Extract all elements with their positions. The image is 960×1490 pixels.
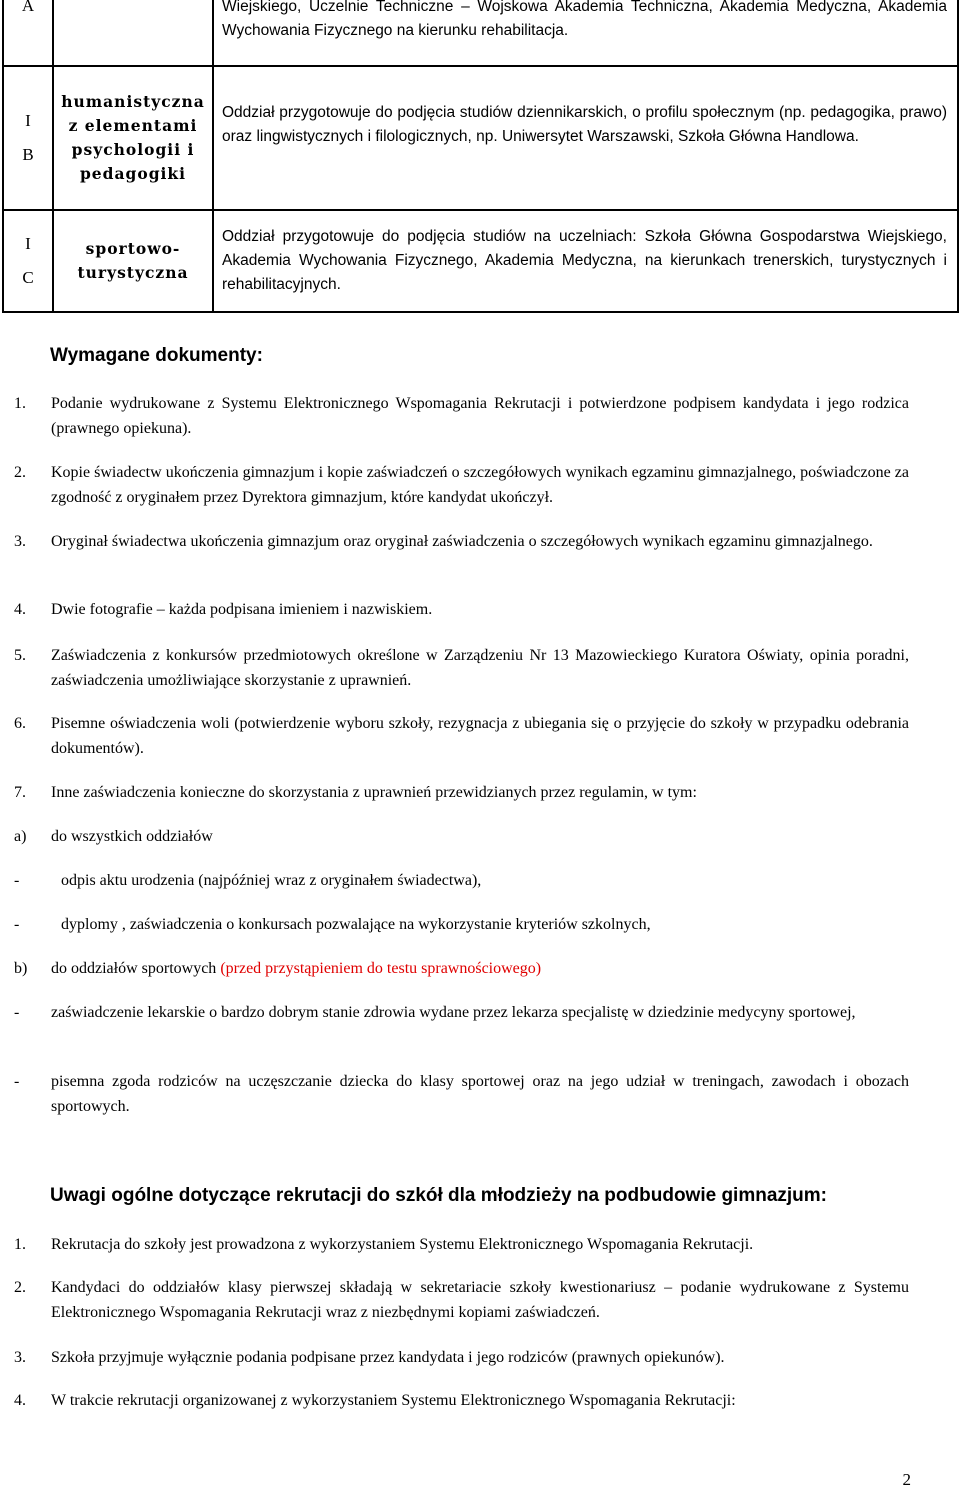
sublist-heading [14, 957, 909, 982]
list-text: pisemna zgoda rodziców na uczęszczanie dziecka do klasy sportowej oraz na jego udział w treningach, zawodach i obozach sportowych. [51, 1073, 909, 1115]
list-item [14, 1001, 909, 1026]
description-cell [213, 0, 958, 66]
dash-bullet: - [14, 1004, 20, 1021]
list-item [14, 598, 909, 623]
class-code-letter: A [21, 0, 35, 15]
list-text: W trakcie rekrutacji organizowanej z wykorzystaniem Systemu Elektronicznego Wspomagania Rekrutacji: [51, 1392, 736, 1409]
profile-cell [53, 66, 213, 210]
list-number: 4. [14, 1392, 26, 1409]
list-number: 2. [14, 464, 26, 481]
list-text: odpis aktu urodzenia (najpóźniej wraz z oryginałem świadectwa), [61, 872, 482, 889]
list-item [14, 1276, 909, 1325]
class-code-digit: I [25, 111, 31, 130]
list-number: 4. [14, 601, 26, 618]
profiles-table [2, 0, 959, 313]
class-code-cell [3, 66, 53, 210]
class-code-cell [3, 210, 53, 312]
list-number: 1. [14, 395, 26, 412]
sublist-heading [14, 825, 909, 850]
class-code-cell [3, 0, 53, 66]
list-number: 3. [14, 533, 26, 550]
description-cell [213, 210, 958, 312]
profile-line: pedagogiki [79, 164, 187, 183]
profile-line: psychologii i [71, 140, 195, 159]
profile-line: humanistyczna [61, 92, 205, 111]
list-text: Szkoła przyjmuje wyłącznie podania podpisane przez kandydata i jego rodziców (prawnych opiekunów). [51, 1349, 725, 1366]
list-number: 6. [14, 715, 26, 732]
sublist-text: do wszystkich oddziałów [51, 828, 213, 845]
list-item [14, 869, 909, 894]
list-item [14, 1233, 909, 1258]
profile-line: turystyczna [77, 263, 189, 282]
page-number: 2 [902, 1470, 911, 1489]
profile-line: z elementami [68, 116, 198, 135]
list-text: zaświadczenie lekarskie o bardzo dobrym stanie zdrowia wydane przez lekarza specjalistę w dziedzinie medycyny sportowej, [51, 1004, 856, 1021]
list-item [14, 530, 909, 555]
table-row [3, 210, 958, 312]
table-row [3, 66, 958, 210]
profile-line: sportowo- [85, 239, 181, 258]
list-text: Zaświadczenia z konkursów przedmiotowych określone w Zarządzeniu Nr 13 Mazowieckiego Kuratora Oświaty, opinia poradni, zaświadczenia umożliwiające skorzystanie z uprawnień. [51, 647, 909, 689]
list-text: Kopie świadectw ukończenia gimnazjum i kopie zaświadczeń o szczegółowych wynikach egzaminu gimnazjalnego, poświadczone za zgodność z oryginałem przez Dyrektora gimnazjum, które kandydat ukończył. [51, 464, 909, 506]
sublist-letter: a) [14, 828, 27, 845]
class-code-letter: C [22, 268, 34, 287]
sublist-letter: b) [14, 960, 28, 977]
list-text: Inne zaświadczenia konieczne do skorzystania z uprawnień przewidzianych przez regulamin, w tym: [51, 784, 697, 801]
list-item [14, 392, 909, 441]
list-text: Oryginał świadectwa ukończenia gimnazjum oraz oryginał zaświadczenia o szczegółowych wynikach egzaminu gimnazjalnego. [51, 533, 873, 550]
list-item [14, 644, 909, 693]
description-text: Oddział przygotowuje do podjęcia studiów na uczelniach: Szkoła Główna Gospodarstwa Wiejskiego, Akademia Wychowania Fizycznego, Akademia Medyczna, na kierunkach trenerskich, turystycznych i rehabilitacyjnych. [222, 228, 947, 293]
list-item [14, 1070, 909, 1119]
dash-bullet: - [14, 1073, 20, 1090]
list-item [14, 712, 909, 761]
list-item [14, 913, 909, 938]
list-number: 1. [14, 1236, 26, 1253]
list-item [14, 461, 909, 510]
list-number: 2. [14, 1279, 26, 1296]
list-text: Pisemne oświadczenia woli (potwierdzenie wyboru szkoły, rezygnacja z ubiegania się o przyjęcie do szkoły w przypadku odebrania dokumentów). [51, 715, 909, 757]
class-code-letter: B [22, 145, 34, 164]
list-text: Kandydaci do oddziałów klasy pierwszej składają w sekretariacie szkoły kwestionariusz – podanie wydrukowane z Systemu Elektronicznego Wspomagania Rekrutacji wraz z niezbędnymi kopiami zaświadczeń. [51, 1279, 909, 1321]
list-number: 3. [14, 1349, 26, 1366]
documents-heading: Wymagane dokumenty: [50, 345, 263, 366]
dash-bullet: - [14, 872, 20, 889]
profile-cell [53, 210, 213, 312]
dash-bullet: - [14, 916, 20, 933]
sublist-label: do oddziałów sportowych [51, 960, 221, 977]
list-text: Rekrutacja do szkoły jest prowadzona z wykorzystaniem Systemu Elektronicznego Wspomagania Rekrutacji. [51, 1236, 754, 1253]
description-text: Oddział przygotowuje do podjęcia studiów dziennikarskich, o profilu społecznym (np. pedagogika, prawo) oraz lingwistycznych i filologicznych, np. Uniwersytet Warszawski, Szkoła Główna Handlowa. [222, 104, 947, 145]
list-number: 5. [14, 647, 26, 664]
description-cell [213, 66, 958, 210]
profile-cell [53, 0, 213, 66]
list-text: Podanie wydrukowane z Systemu Elektronicznego Wspomagania Rekrutacji i potwierdzone podpisem kandydata i jego rodzica (prawnego opiekuna). [51, 395, 909, 437]
sublist-text [51, 957, 909, 982]
class-code-digit: I [25, 234, 31, 253]
remarks-heading: Uwagi ogólne dotyczące rekrutacji do szkół dla młodzieży na podbudowie gimnazjum: [50, 1185, 828, 1206]
list-item [14, 1346, 909, 1371]
table-row [3, 0, 958, 66]
list-number: 7. [14, 784, 26, 801]
list-item [14, 781, 909, 806]
list-text: Dwie fotografie – każda podpisana imieniem i nazwiskiem. [51, 601, 433, 618]
sublist-note: (przed przystąpieniem do testu sprawnościowego) [220, 960, 542, 977]
list-text: dyplomy , zaświadczenia o konkursach pozwalające na wykorzystanie kryteriów szkolnych, [61, 916, 651, 933]
list-item [14, 1389, 909, 1414]
description-text: Wiejskiego, Uczelnie Techniczne – Wojskowa Akademia Techniczna, Akademia Medyczna, Akademia Wychowania Fizycznego na kierunku rehabilitacja. [222, 0, 947, 39]
